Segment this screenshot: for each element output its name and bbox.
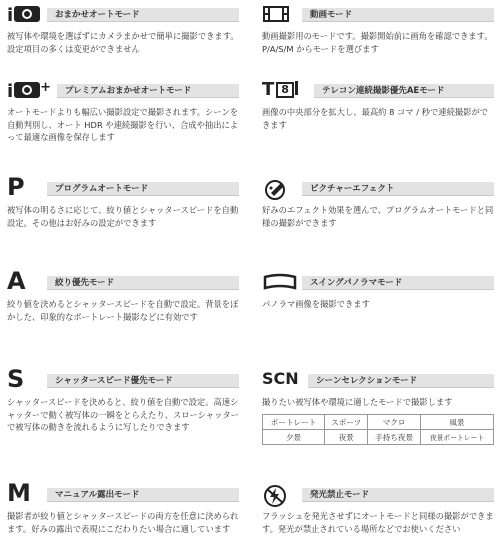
scene-selection-icon: SCN — [262, 369, 299, 388]
picture-effect-icon — [262, 178, 292, 200]
mode-manual — [7, 479, 239, 556]
mode-description: 絞り値を決めるとシャッタースピードを自動で設定。背景をぼかした、印象的なポートレート撮影などに有効です — [7, 299, 239, 322]
table-cell: 風景 — [421, 415, 494, 430]
mode-movie — [262, 4, 494, 62]
table-cell: 夕景 — [263, 430, 325, 445]
mode-picture-effect — [262, 178, 494, 238]
mode-scene-selection — [262, 370, 494, 470]
mode-premium-auto — [7, 80, 239, 160]
mode-description: パノラマ画像を撮影できます — [262, 299, 370, 309]
mode-description: 動画撮影用のモードです。撮影開始前に画角を確認できます。P/A/S/M からモードを選びます — [262, 31, 493, 54]
mode-title: プログラムオートモード — [47, 182, 239, 196]
mode-title: ピクチャーエフェクト — [302, 182, 494, 196]
mode-description: 被写体や環境を選ばずにカメラまかせで簡単に撮影できます。設定項目の多くは変更ができません — [7, 31, 239, 54]
mode-aperture — [7, 267, 239, 342]
shutter-priority-icon: S — [7, 365, 25, 393]
mode-description: シャッタースピードを決めると、絞り値を自動で設定。高速シャッターで動く被写体の一瞬をとらえたり、スローシャッターで被写体の動きを流れるように写したりできます — [7, 397, 239, 432]
program-icon: P — [7, 173, 25, 201]
table-cell: 夜景 — [325, 430, 368, 445]
panorama-icon — [262, 272, 298, 292]
mode-title: スイングパノラマモード — [302, 276, 494, 290]
flash-off-icon — [262, 484, 288, 508]
movie-icon — [262, 4, 290, 24]
mode-description: オートモードよりも幅広い撮影設定で撮影されます。シーンを自動判別し、オート HDR や連続撮影を行い、合成や抽出によって最適な画像を保存します — [7, 107, 239, 142]
premium-auto-icon: i + — [7, 80, 52, 102]
manual-exposure-icon: M — [7, 479, 31, 507]
mode-description: フラッシュを発光させずにオートモードと同様の撮影ができます。発光が禁止されている場所などでお使いください — [262, 511, 494, 534]
table-cell: 夜景ポートレート — [421, 430, 494, 445]
mode-program — [7, 173, 239, 238]
table-cell: 手持ち夜景 — [368, 430, 421, 445]
mode-flash-off — [262, 484, 494, 556]
mode-description: 撮りたい被写体や環境に適したモードで撮影します — [262, 397, 453, 407]
mode-sweep-panorama — [262, 272, 494, 320]
intelligent-auto-icon: i — [7, 5, 40, 25]
mode-description: 被写体の明るさに応じて、絞り値とシャッタースピードを自動設定。その他はお好みの設定ができます — [7, 205, 239, 228]
mode-title: 発光禁止モード — [302, 488, 494, 502]
mode-description: 撮影者が絞り値とシャッタースピードの両方を任意に決められます。好みの露出で表現にこだわりたい場合に適しています — [7, 511, 239, 534]
mode-title: シーンセレクションモード — [308, 374, 494, 388]
scene-table — [262, 414, 494, 445]
table-cell: スポーツ — [325, 415, 368, 430]
table-cell: マクロ — [368, 415, 421, 430]
table-row — [263, 415, 494, 430]
mode-description: 画像の中央部分を拡大し、最高約 8 コマ / 秒で連続撮影ができます — [262, 107, 489, 130]
mode-shutter-priority — [7, 365, 239, 450]
mode-title: マニュアル露出モード — [47, 488, 239, 502]
mode-intelligent-auto — [7, 4, 239, 62]
mode-title: 動画モード — [302, 8, 494, 22]
mode-title: プレミアムおまかせオートモード — [57, 84, 239, 98]
teleconverter-icon: T 8 — [262, 81, 298, 100]
table-row — [263, 430, 494, 445]
mode-title: テレコン連続撮影優先AEモード — [314, 84, 494, 98]
aperture-priority-icon: A — [7, 267, 26, 295]
mode-description: 好みのエフェクト効果を選んで、プログラムオートモードと同様の撮影ができます — [262, 205, 494, 228]
mode-teleconverter — [262, 80, 494, 160]
mode-title: シャッタースピード優先モード — [47, 374, 239, 388]
mode-title: 絞り優先モード — [47, 276, 239, 290]
mode-title: おまかせオートモード — [47, 8, 239, 22]
table-cell: ポートレート — [263, 415, 325, 430]
